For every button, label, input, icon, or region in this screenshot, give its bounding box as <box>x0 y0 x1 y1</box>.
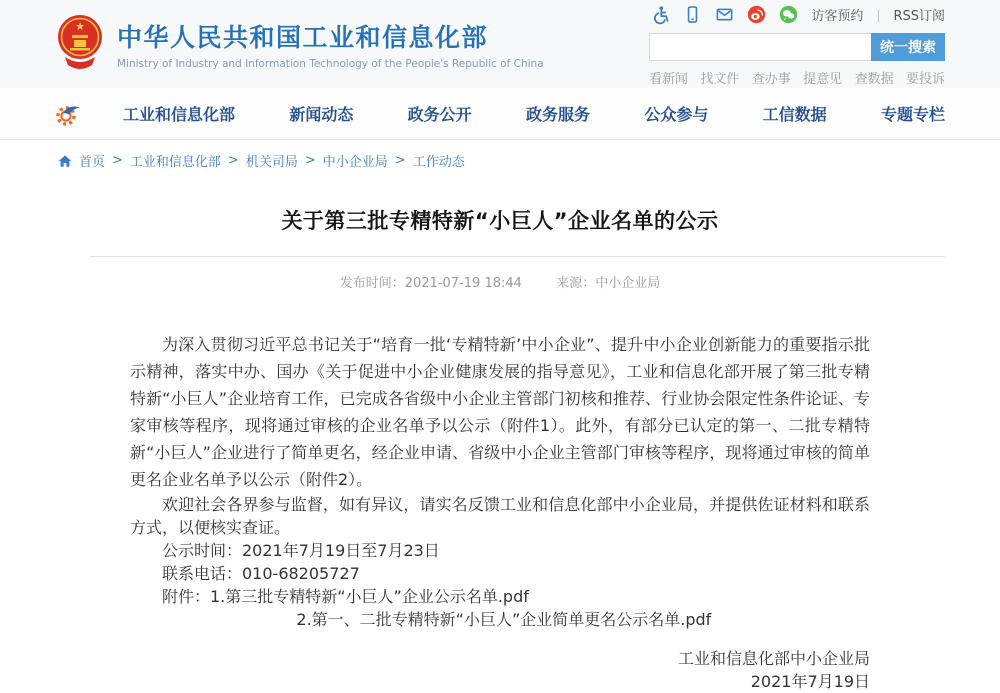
breadcrumb-separator: > <box>394 153 406 168</box>
national-emblem-icon <box>55 13 105 75</box>
accessibility-icon[interactable] <box>651 5 670 24</box>
quick-link-documents[interactable]: 找文件 <box>700 71 740 87</box>
breadcrumb-work-updates[interactable]: 工作动态 <box>412 155 465 170</box>
attachment-link-1[interactable]: 附件：1.第三批专精特新“小巨人”企业公示名单.pdf <box>162 587 529 606</box>
header-utilities <box>649 2 945 87</box>
breadcrumb-miit[interactable]: 工业和信息化部 <box>129 155 221 170</box>
mobile-icon[interactable] <box>683 5 702 24</box>
header-link-separator: | <box>876 7 881 22</box>
mail-icon[interactable] <box>715 5 734 24</box>
quick-link-news[interactable]: 看新闻 <box>649 71 689 87</box>
article <box>0 205 1000 693</box>
breadcrumb <box>0 140 1000 179</box>
contact-phone: 联系电话：010-68205727 <box>162 564 360 583</box>
publicity-period: 公示时间：2021年7月19日至7月23日 <box>162 541 440 560</box>
article-body <box>130 331 870 631</box>
search-input[interactable] <box>649 33 871 61</box>
rss-subscribe-link[interactable]: RSS订阅 <box>893 9 945 24</box>
site-brand[interactable] <box>55 13 544 75</box>
source: 来源：中小企业局 <box>556 276 661 291</box>
nav-item-news[interactable]: 新闻动态 <box>289 105 354 124</box>
attachment-link-2[interactable]: 2.第一、二批专精特新“小巨人”企业简单更名公示名单.pdf <box>296 610 712 629</box>
breadcrumb-home[interactable]: 首页 <box>79 155 106 170</box>
breadcrumb-separator: > <box>304 153 316 168</box>
main-nav <box>0 88 1000 140</box>
home-icon[interactable] <box>58 154 72 168</box>
paragraph-1: 为深入贯彻习近平总书记关于“培育一批‘专精特新’中小企业”、提升中小企业创新能力的重要指示批示精神，落实中办、国办《关于促进中小企业健康发展的指导意见》，工业和信息化部开展了第三批专精特新“小巨人”企业培育工作，已完成各省级中小企业主管部门初核和推荐、行业协会限定性条件论证、专家审核等程序，现将通过审核的企业名单予以公示（附件1）。此外，有部分已认定的第一、二批专精特新“小巨人”企业进行了简单更名，经企业申请、省级中小企业主管部门审核等程序，现将通过审核的简单更名企业名单予以公示（附件2）。 <box>130 335 870 489</box>
title-divider <box>90 256 945 257</box>
breadcrumb-departments[interactable]: 机关司局 <box>245 155 298 170</box>
weibo-icon[interactable] <box>747 5 766 24</box>
site-header <box>0 0 1000 88</box>
quick-link-suggestions[interactable]: 提意见 <box>803 71 843 87</box>
svg-text:★: ★ <box>75 20 85 33</box>
site-subtitle: Ministry of Industry and Information Technology of the People's Republic of China <box>117 58 544 70</box>
nav-item-miit[interactable]: 工业和信息化部 <box>123 105 236 124</box>
quick-link-data[interactable]: 查数据 <box>854 71 894 87</box>
publish-time: 发布时间：2021-07-19 18:44 <box>339 276 522 291</box>
signature-block <box>130 647 870 693</box>
wechat-icon[interactable] <box>779 5 798 24</box>
breadcrumb-sme-bureau[interactable]: 中小企业局 <box>322 155 388 170</box>
site-title: 中华人民共和国工业和信息化部 <box>117 23 489 52</box>
quick-link-services[interactable]: 查办事 <box>751 71 791 87</box>
nav-item-participation[interactable]: 公众参与 <box>644 105 709 124</box>
signature-date: 2021年7月19日 <box>750 672 870 691</box>
nav-item-data[interactable]: 工信数据 <box>762 105 827 124</box>
quick-links <box>649 68 945 87</box>
unified-search-button[interactable]: 统一搜索 <box>871 33 945 61</box>
quick-link-complaints[interactable]: 要投诉 <box>905 71 945 87</box>
miit-gear-logo-icon <box>55 101 81 127</box>
nav-item-gov-services[interactable]: 政务服务 <box>525 105 590 124</box>
signature-org: 工业和信息化部中小企业局 <box>677 649 870 668</box>
nav-item-special-topics[interactable]: 专题专栏 <box>880 105 945 124</box>
paragraph-2: 欢迎社会各界参与监督，如有异议，请实名反馈工业和信息化部中小企业局，并提供佐证材料和联系方式，以便核实查证。 <box>130 495 870 537</box>
breadcrumb-separator: > <box>227 153 239 168</box>
breadcrumb-separator: > <box>112 153 123 168</box>
visitor-appointment-link[interactable]: 访客预约 <box>811 9 864 24</box>
publish-info <box>0 272 1000 291</box>
page-title: 关于第三批专精特新“小巨人”企业名单的公示 <box>281 209 719 233</box>
nav-item-gov-affairs[interactable]: 政务公开 <box>407 105 472 124</box>
